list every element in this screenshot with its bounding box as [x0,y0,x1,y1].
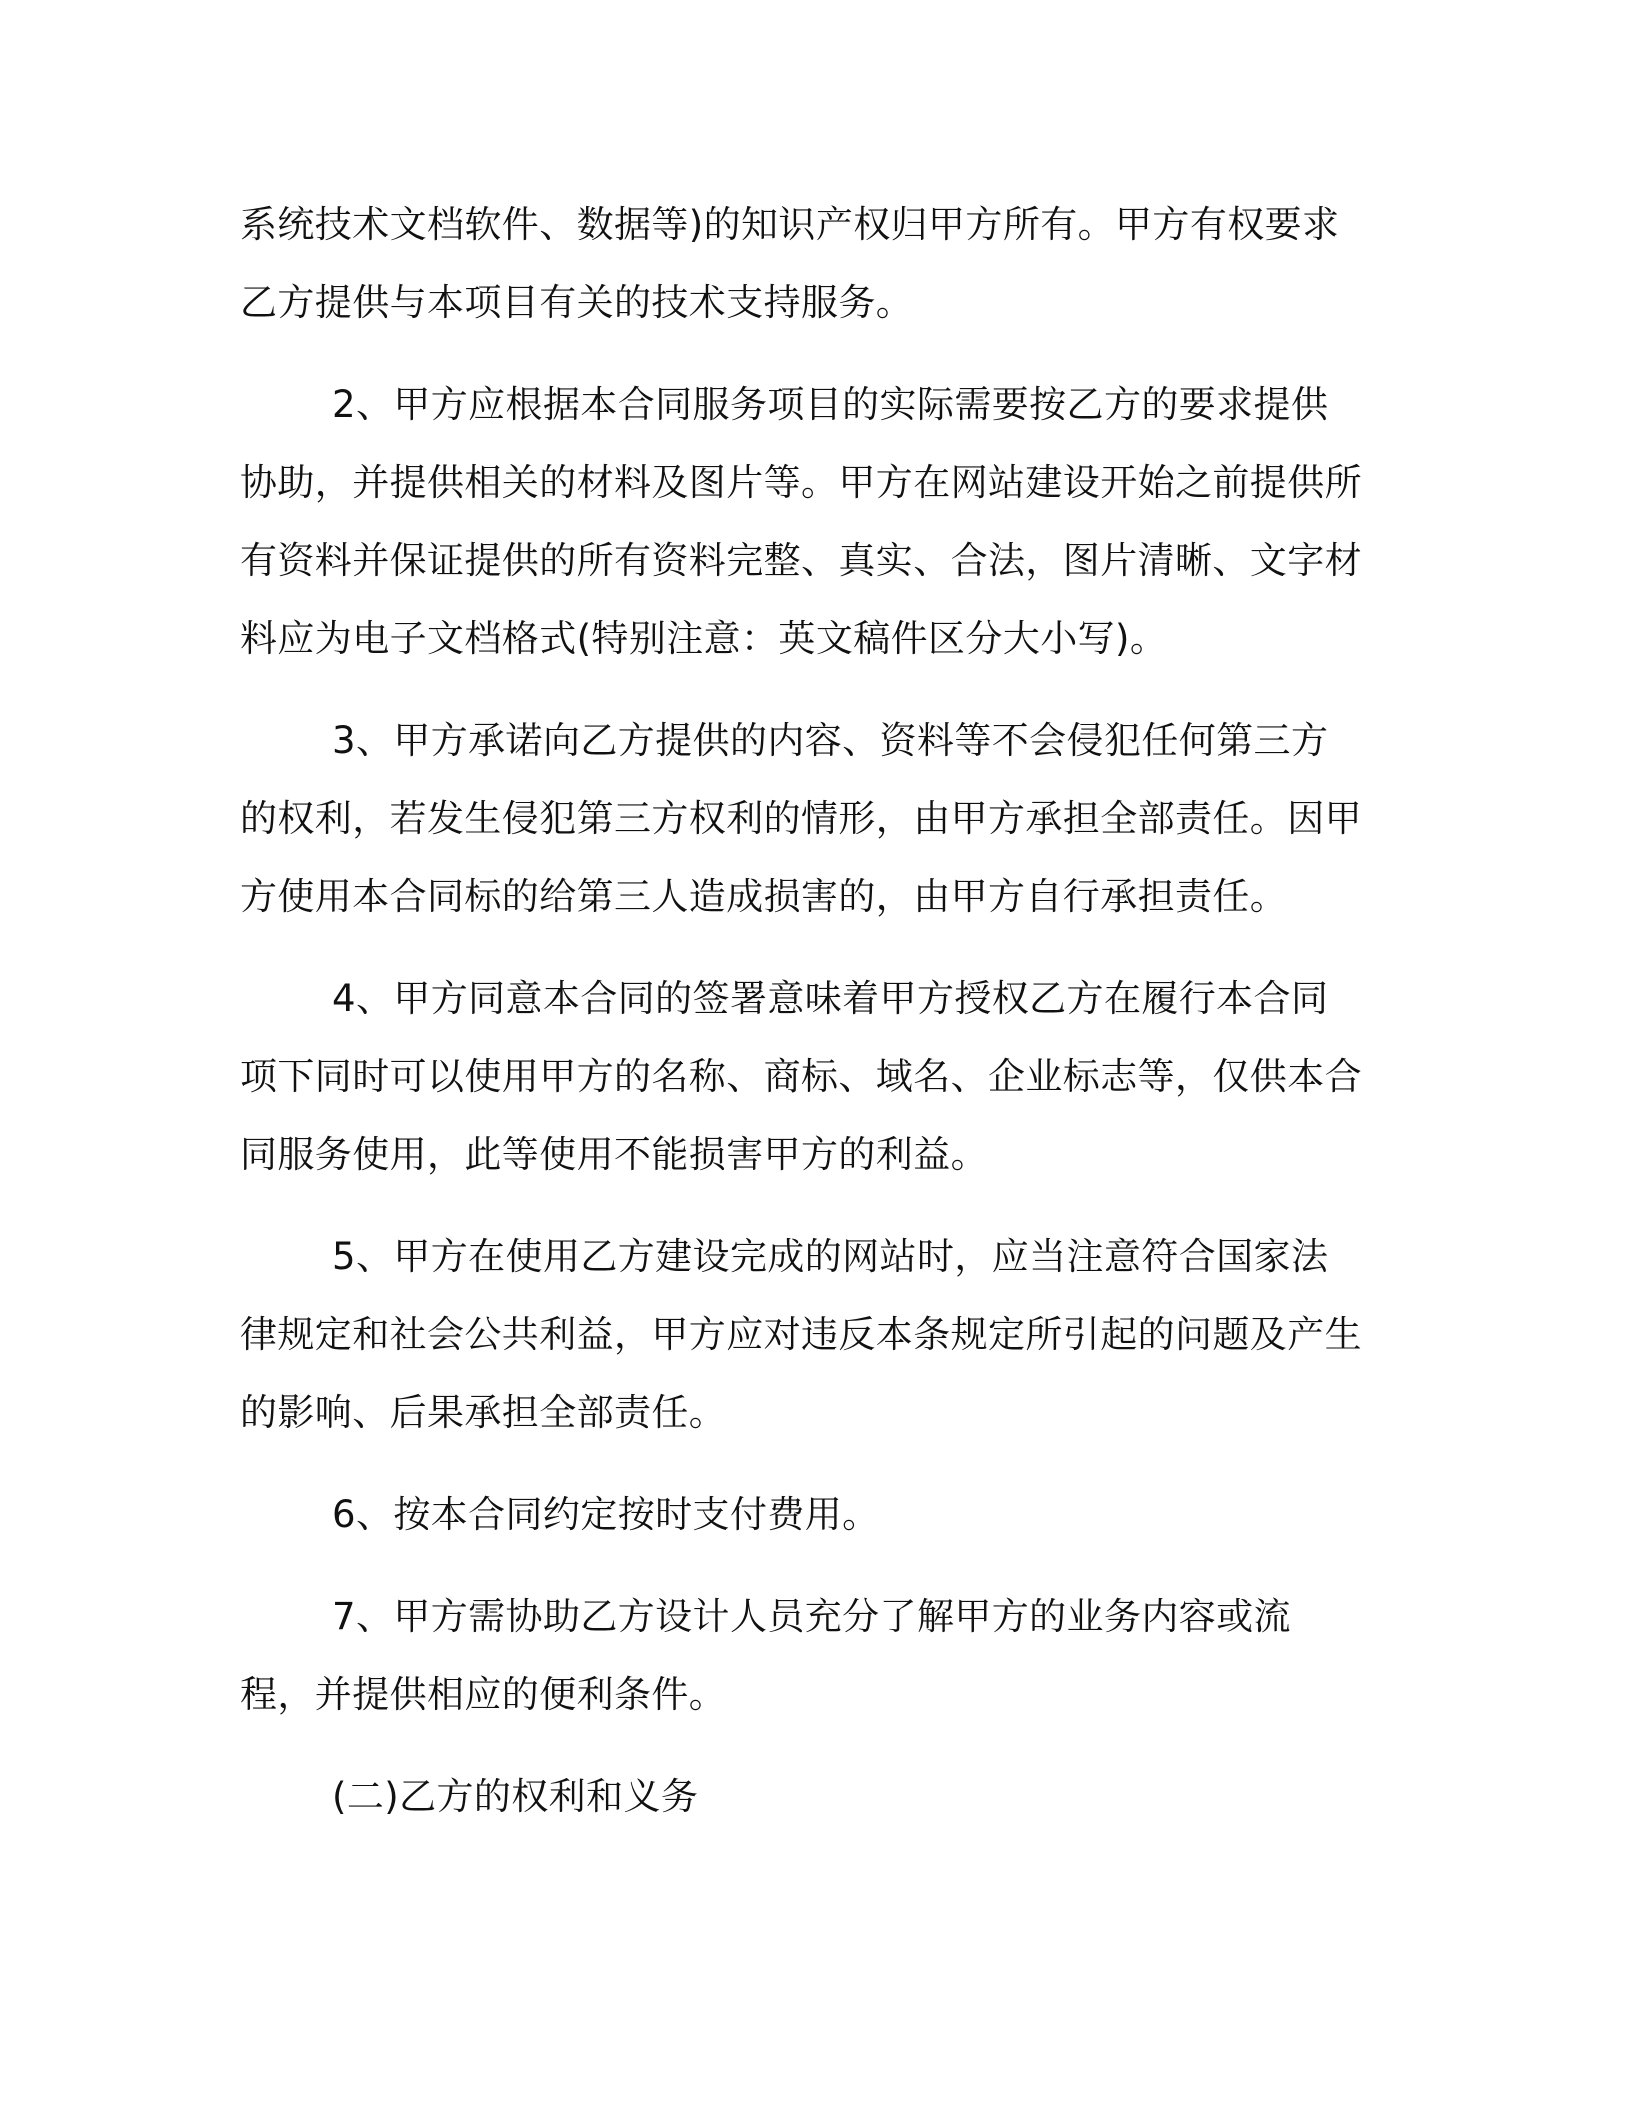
paragraph-continuation: 系统技术文档软件、数据等)的知识产权归甲方所有。甲方有权要求乙方提供与本项目有关的技术支持服务。 [240,203,1340,324]
paragraph-clause-6: 6、按本合同约定按时支付费用。 [332,1493,880,1536]
section-heading: (二)乙方的权利和义务 [332,1775,699,1818]
paragraph-clause-2: 2、甲方应根据本合同服务项目的实际需要按乙方的要求提供协助，并提供相关的材料及图片等。甲方在网站建设开始之前提供所有资料并保证提供的所有资料完整、真实、合法，图片清晰、文字材料应为电子文档格式(特别注意：英文稿件区分大小写)。 [240,383,1362,660]
paragraph-clause-5: 5、甲方在使用乙方建设完成的网站时，应当注意符合国家法律规定和社会公共利益，甲方应对违反本条规定所引起的问题及产生的影响、后果承担全部责任。 [240,1235,1362,1434]
paragraph-clause-3: 3、甲方承诺向乙方提供的内容、资料等不会侵犯任何第三方的权利，若发生侵犯第三方权利的情形，由甲方承担全部责任。因甲方使用本合同标的给第三人造成损害的，由甲方自行承担责任。 [240,719,1362,918]
paragraph-clause-4: 4、甲方同意本合同的签署意味着甲方授权乙方在履行本合同项下同时可以使用甲方的名称、商标、域名、企业标志等，仅供本合同服务使用，此等使用不能损害甲方的利益。 [240,977,1362,1176]
paragraph-clause-7: 7、甲方需协助乙方设计人员充分了解甲方的业务内容或流程，并提供相应的便利条件。 [240,1595,1291,1716]
document-body [240,186,1365,1860]
